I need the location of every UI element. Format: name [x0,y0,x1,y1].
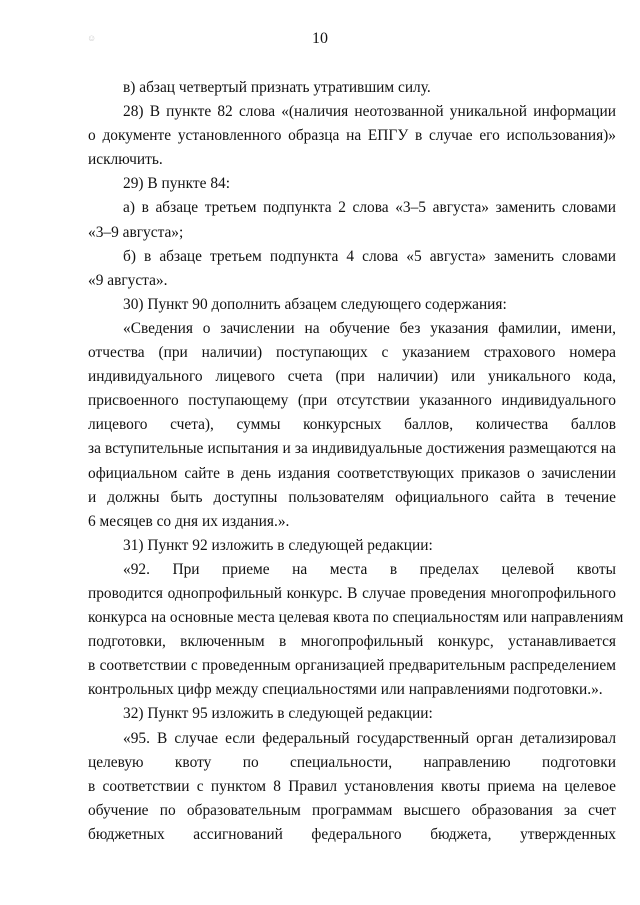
text-line: обучение по образовательным программам высшего образования за счет [88,801,616,819]
text-line: 31) Пункт 92 изложить в следующей редакции: [123,536,433,554]
text-line: 28) В пункте 82 слова «(наличия неотозванной уникальной информации [123,103,616,121]
text-line: в соответствии с пунктом 8 Правил установления квоты приема на целевое [88,777,616,795]
text-line: отчества (при наличии) поступающих с указанием страхового номера [88,344,616,362]
text-line: целевую квоту по специальности, направлению подготовки [88,753,616,771]
text-line: 30) Пункт 90 дополнить абзацем следующего содержания: [123,295,507,313]
text-line: в соответствии с проведенным организацией предварительным распределением [88,657,616,675]
text-line: индивидуального лицевого счета (при наличии) или уникального кода, [88,368,616,386]
text-line: исключить. [88,151,163,169]
page-number: 10 [312,30,328,47]
text-line: контрольных цифр между специальностями или направлениями подготовки.». [88,681,603,699]
text-line: «95. В случае если федеральный государственный орган детализировал [123,729,616,747]
text-line: проводится однопрофильный конкурс. В случае проведения многопрофильного [88,584,616,602]
text-line: «9 августа». [88,271,168,289]
text-line: присвоенного поступающему (при отсутствии указанного индивидуального [88,392,616,410]
text-line: официальном сайте в день издания соответствующих приказов о зачислении [88,464,616,482]
text-line: «Сведения о зачислении на обучение без указания фамилии, имени, [123,319,616,337]
text-line: а) в абзаце третьем подпункта 2 слова «3–5 августа» заменить словами [123,199,616,217]
text-line: 29) В пункте 84: [123,175,230,193]
text-line: о документе установленного образца на ЕПГУ в случае его использования)» [88,127,616,145]
text-line: 6 месяцев со дня их издания.». [88,512,290,530]
text-line: 32) Пункт 95 изложить в следующей редакции: [123,705,433,723]
text-line: «3–9 августа»; [88,223,184,241]
text-line: лицевого счета), суммы конкурсных баллов, количества баллов [88,416,616,434]
text-line: за вступительные испытания и за индивидуальные достижения размещаются на [88,440,616,458]
text-line: «92. При приеме на места в пределах целевой квоты [123,560,616,578]
text-line: и должны быть доступны пользователям официального сайта в течение [88,488,616,506]
text-line: подготовки, включенным в многопрофильный конкурс, устанавливается [88,633,616,651]
document-body [88,76,624,847]
text-line: б) в абзаце третьем подпункта 4 слова «5 августа» заменить словами [123,247,616,265]
text-line: в) абзац четвертый признать утратившим силу. [123,79,431,96]
text-line: бюджетных ассигнований федерального бюджета, утвержденных [88,825,616,843]
corner-mark: ☺ [87,33,97,43]
text-line: конкурса на основные места целевая квота по специальностям или направлениям [88,609,624,627]
